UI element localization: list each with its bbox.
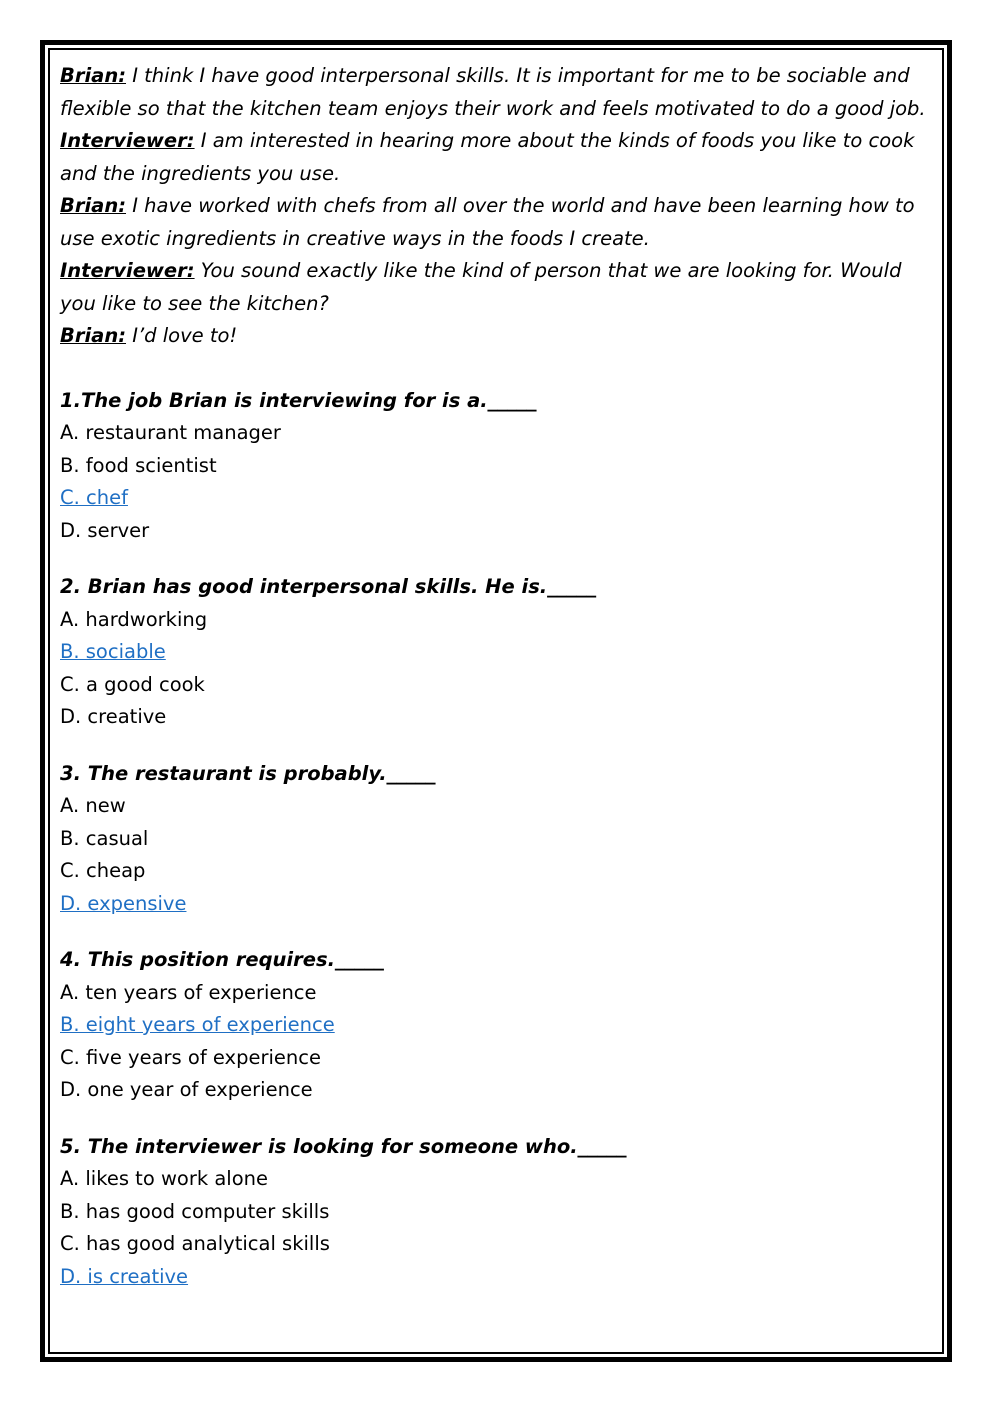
answer-option: D. server bbox=[60, 518, 150, 542]
dialogue-line bbox=[60, 320, 930, 353]
answer-option: A. new bbox=[60, 794, 126, 817]
speaker-name: Interviewer: bbox=[60, 259, 195, 282]
answer-option-correct: B. eight years of experience bbox=[60, 1013, 335, 1036]
question-2 bbox=[60, 571, 930, 734]
question-4 bbox=[60, 944, 930, 1107]
speaker-name: Brian: bbox=[60, 64, 127, 87]
answer-option: D. creative bbox=[60, 705, 167, 728]
questions bbox=[60, 385, 930, 1294]
answer-option: B. has good computer skills bbox=[60, 1199, 330, 1223]
answer-option: B. casual bbox=[60, 826, 149, 850]
answer-option: A. ten years of experience bbox=[60, 980, 317, 1004]
dialogue-text: I think I have good interpersonal skills. It is important for me to be sociable and flexible so that the kitchen team enjoys their work and feels motivated to do a good job. bbox=[60, 64, 926, 120]
question-stem: 5. The interviewer is looking for someone who._____ bbox=[60, 1134, 627, 1158]
answer-option: A. likes to work alone bbox=[60, 1167, 268, 1190]
dialogue-line bbox=[60, 190, 930, 255]
question-stem: 1.The job Brian is interviewing for is a._____ bbox=[60, 388, 537, 412]
answer-option: D. one year of experience bbox=[60, 1078, 313, 1101]
speaker-name: Interviewer: bbox=[60, 129, 195, 152]
dialogue-text: I have worked with chefs from all over the world and have been learning how to use exotic ingredients in creative ways in the foods I create. bbox=[60, 194, 915, 250]
dialogue-text: I am interested in hearing more about the kinds of foods you like to cook and the ingredients you use. bbox=[60, 129, 915, 185]
question-stem: 2. Brian has good interpersonal skills. He is._____ bbox=[60, 575, 596, 598]
answer-option-correct: C. chef bbox=[60, 486, 128, 509]
dialogue bbox=[60, 60, 930, 353]
dialogue-line bbox=[60, 255, 930, 320]
answer-option: C. a good cook bbox=[60, 672, 205, 696]
answer-option: B. food scientist bbox=[60, 453, 217, 477]
answer-option-correct: B. sociable bbox=[60, 640, 166, 663]
answer-option-correct: D. is creative bbox=[60, 1264, 189, 1288]
question-stem: 3. The restaurant is probably._____ bbox=[60, 761, 436, 785]
answer-option: C. five years of experience bbox=[60, 1045, 321, 1069]
answer-option: C. has good analytical skills bbox=[60, 1232, 330, 1255]
dialogue-text: I’d love to! bbox=[126, 324, 238, 347]
answer-option: A. hardworking bbox=[60, 607, 208, 631]
answer-option: C. cheap bbox=[60, 859, 146, 882]
dialogue-text: You sound exactly like the kind of person that we are looking for. Would you like to see the kitchen? bbox=[60, 259, 902, 315]
question-stem: 4. This position requires._____ bbox=[60, 948, 384, 971]
question-1 bbox=[60, 385, 930, 548]
speaker-name: Brian: bbox=[60, 324, 127, 347]
question-3 bbox=[60, 758, 930, 921]
answer-option-correct: D. expensive bbox=[60, 891, 187, 915]
dialogue-line bbox=[60, 60, 930, 125]
answer-option: A. restaurant manager bbox=[60, 421, 281, 444]
question-5 bbox=[60, 1131, 930, 1294]
worksheet-content bbox=[60, 60, 930, 1293]
dialogue-line bbox=[60, 125, 930, 190]
speaker-name: Brian: bbox=[60, 194, 127, 217]
